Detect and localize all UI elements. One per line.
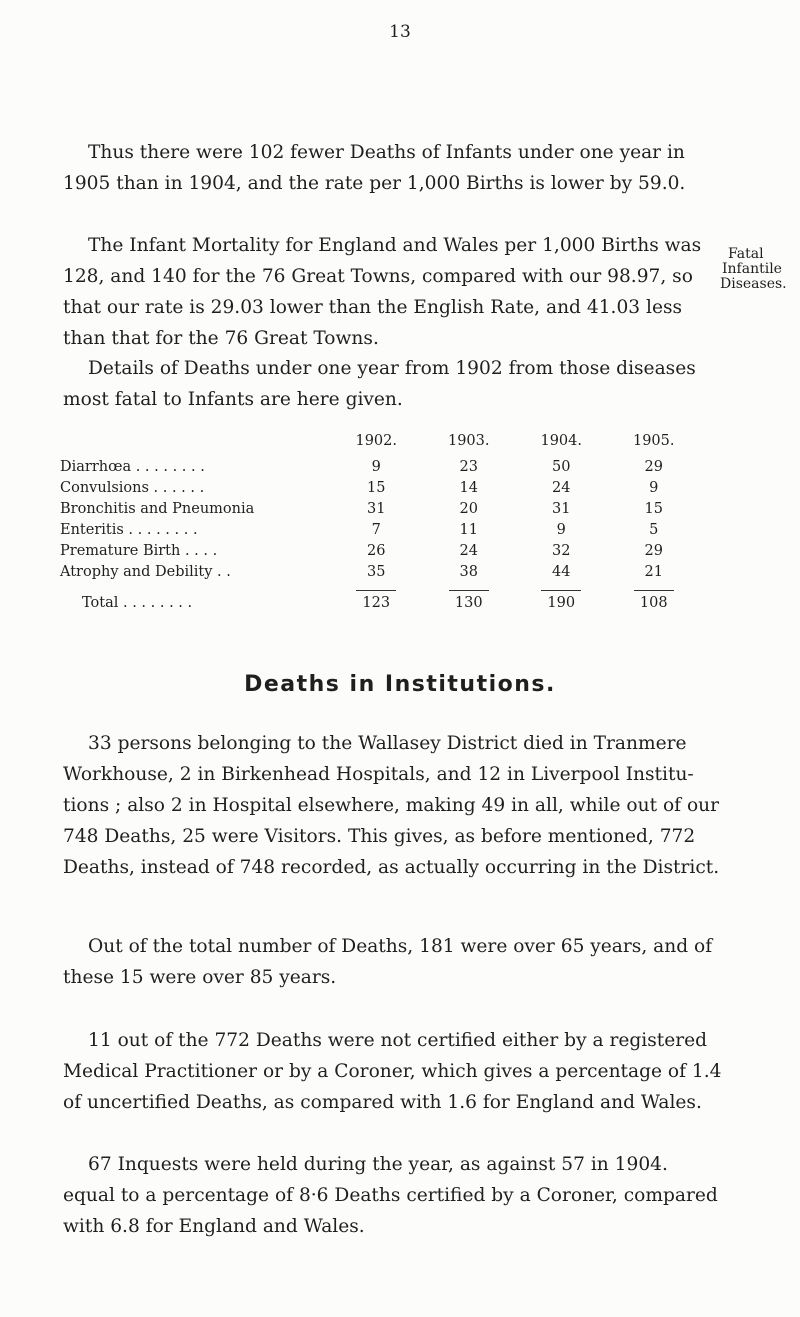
paragraph-inquests [63, 1149, 723, 1242]
row-label: Enteritis . . . . . . . . [60, 521, 198, 538]
table-header-cell: 1903. [447, 433, 490, 449]
table-row [60, 519, 700, 540]
paragraph-text: 33 persons belonging to the Wallasey District died in Tranmere Workhouse, 2 in Birkenhead Hospitals, and 12 in Liverpool Institu- tions ; also 2 in Hospital elsewhere, making 49 in all, while out of our 748 Deaths, 25 were Visitors. This gives, as before mentioned, 772 Deaths, instead of 748 recorded, as actually occurring in the District. [63, 733, 720, 878]
table-header-cell [60, 430, 330, 456]
table-row [60, 561, 700, 582]
table-cell: 9 [371, 458, 381, 475]
table-cell: 20 [459, 500, 478, 517]
table-row [60, 540, 700, 561]
section-heading: Deaths in Institutions. [244, 672, 556, 697]
total-label: Total . . . . . . . . [82, 594, 193, 611]
table-cell: 44 [552, 563, 571, 580]
total-value: 108 [634, 590, 674, 611]
paragraph-text: Thus there were 102 fewer Deaths of Infants under one year in 1905 than in 1904, and the rate per 1,000 Births is lower by 59.0. [63, 142, 686, 194]
row-label: Bronchitis and Pneumonia [60, 500, 255, 517]
table-cell: 29 [644, 542, 663, 559]
table-row [60, 456, 700, 477]
row-label: Diarrhœa . . . . . . . . [60, 458, 205, 475]
table-header-cell: 1904. [540, 433, 582, 449]
table-cell: 31 [552, 500, 571, 517]
margin-note-line: Diseases. [720, 276, 787, 292]
paragraph-institution-deaths [63, 728, 723, 883]
row-label: Premature Birth . . . . [60, 542, 218, 559]
margin-note-line: Fatal [728, 246, 764, 262]
row-label: Atrophy and Debility . . [60, 563, 231, 580]
table-row [60, 477, 700, 498]
table-header-cell: 1902. [355, 433, 397, 449]
table-cell: 7 [371, 521, 381, 538]
table-total-row [60, 582, 700, 613]
table-cell: 21 [644, 563, 663, 580]
table-cell: 15 [367, 479, 386, 496]
total-value: 190 [541, 590, 581, 611]
paragraph-age-deaths [63, 931, 723, 993]
table-cell: 31 [367, 500, 386, 517]
total-value: 123 [356, 590, 396, 611]
paragraph-uncertified-deaths [63, 1025, 723, 1118]
page-number: 13 [389, 22, 411, 42]
paragraph-text: 11 out of the 772 Deaths were not certified either by a registered Medical Practitioner or by a Coroner, which gives a percentage of 1.4 of uncertified Deaths, as compared with 1.6 for England and Wales. [63, 1030, 722, 1113]
total-cell [515, 582, 608, 613]
paragraph-text: Details of Deaths under one year from 1902 from those diseases most fatal to Infants are here given. [63, 358, 696, 410]
table-row [60, 498, 700, 519]
table-cell: 26 [367, 542, 386, 559]
margin-note-line: Infantile [722, 261, 782, 277]
table-cell: 35 [367, 563, 386, 580]
table-cell: 24 [552, 479, 571, 496]
table-cell: 11 [459, 521, 478, 538]
table-cell: 32 [552, 542, 571, 559]
total-value: 130 [449, 590, 489, 611]
table-cell: 24 [459, 542, 478, 559]
paragraph-infant-deaths-comparison [63, 137, 723, 199]
margin-note [720, 246, 800, 292]
paragraph-text: The Infant Mortality for England and Wales per 1,000 Births was 128, and 140 for the 76 Great Towns, compared with our 98.97, so that our rate is 29.03 lower than the English Rate, and 41.03 less than that for the 76 Great Towns. [63, 235, 702, 349]
paragraph-details-intro [63, 353, 723, 415]
paragraph-infant-mortality-rate [63, 230, 723, 354]
table-cell: 50 [552, 458, 571, 475]
table-cell: 23 [459, 458, 478, 475]
table-cell: 38 [459, 563, 478, 580]
table-header-cell: 1905. [632, 433, 675, 449]
table-cell: 29 [644, 458, 663, 475]
table-cell: 15 [644, 500, 663, 517]
table-cell: 14 [459, 479, 478, 496]
paragraph-text: 67 Inquests were held during the year, as against 57 in 1904. equal to a percentage of 8·6 Deaths certified by a Coroner, compared with 6.8 for England and Wales. [63, 1154, 718, 1237]
table-header-row [60, 430, 700, 456]
table-cell: 9 [649, 479, 659, 496]
row-label: Convulsions . . . . . . [60, 479, 205, 496]
table-cell: 9 [556, 521, 566, 538]
total-cell [423, 582, 516, 613]
total-cell [330, 582, 423, 613]
total-cell [608, 582, 701, 613]
paragraph-text: Out of the total number of Deaths, 181 were over 65 years, and of these 15 were over 85 years. [63, 936, 713, 988]
table-cell: 5 [649, 521, 659, 538]
deaths-by-disease-table [60, 430, 700, 613]
